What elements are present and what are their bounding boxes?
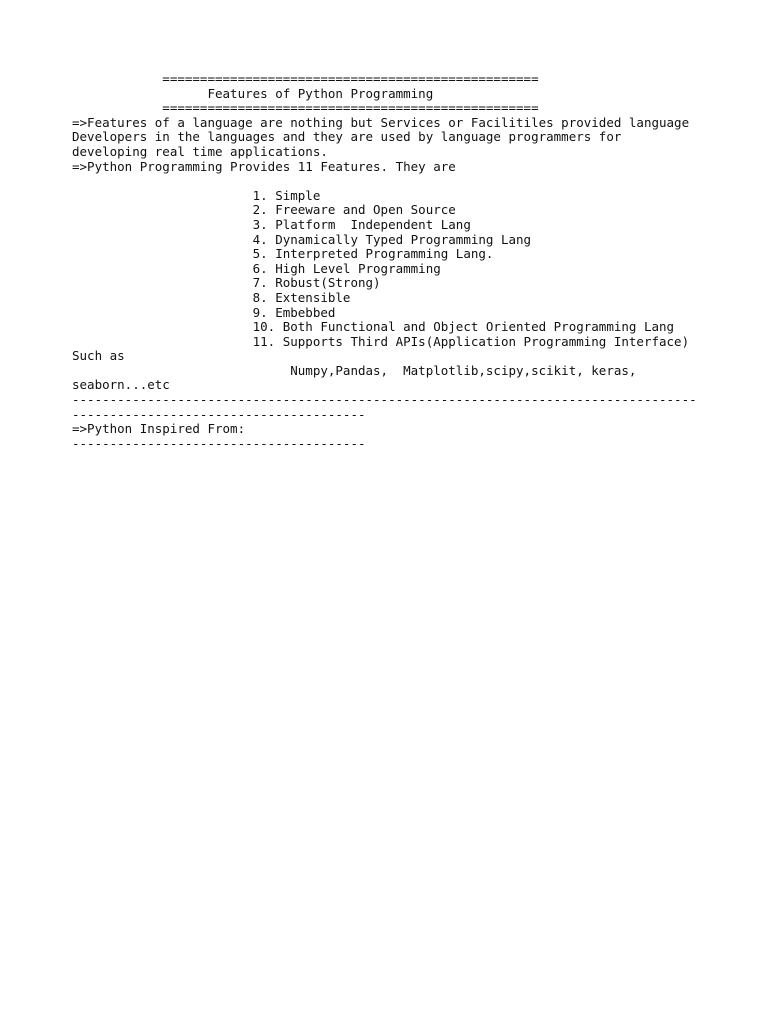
title-rule-top: ================================================== xyxy=(72,71,539,86)
feature-item: 5. Interpreted Programming Lang. xyxy=(72,246,494,262)
feature-item: 7. Robust(Strong) xyxy=(72,275,381,291)
intro-line-2: Developers in the languages and they are used by language programmers for xyxy=(72,129,622,145)
intro-line-1: =>Features of a language are nothing but Services or Facilitiles provided language xyxy=(72,114,690,130)
feature-item: 1. Simple xyxy=(72,187,321,203)
document-title: Features of Python Programming xyxy=(72,85,434,101)
feature-item: 4. Dynamically Typed Programming Lang xyxy=(72,231,532,247)
section-rule-short: --------------------------------------- xyxy=(72,406,366,422)
feature-item: 6. High Level Programming xyxy=(72,260,441,276)
feature-item: 10. Both Functional and Object Oriented Programming Lang xyxy=(72,319,675,335)
libraries-line-continued: seaborn...etc xyxy=(72,377,170,393)
feature-item: 11. Supports Third APIs(Application Programming Interface) xyxy=(72,333,690,349)
section-rule-long: ----------------------------------------------------------------------------------- xyxy=(72,392,697,408)
feature-item: 9. Embebbed xyxy=(72,304,336,320)
feature-item: 2. Freeware and Open Source xyxy=(72,202,456,218)
intro-line-3: developing real time applications. xyxy=(72,143,328,159)
section-rule-short: --------------------------------------- xyxy=(72,435,366,451)
title-rule-bottom: ================================================== xyxy=(72,100,539,116)
section-heading-inspired: =>Python Inspired From: xyxy=(72,421,246,437)
feature-item: 3. Platform Independent Lang xyxy=(72,216,471,232)
features-count-line: =>Python Programming Provides 11 Features. They are xyxy=(72,158,456,174)
blank-line xyxy=(72,174,712,189)
such-as-line: Such as xyxy=(72,348,125,364)
document-body xyxy=(72,72,712,451)
feature-item: 8. Extensible xyxy=(72,289,351,305)
libraries-line: Numpy,Pandas, Matplotlib,scipy,scikit, keras, xyxy=(72,362,637,378)
